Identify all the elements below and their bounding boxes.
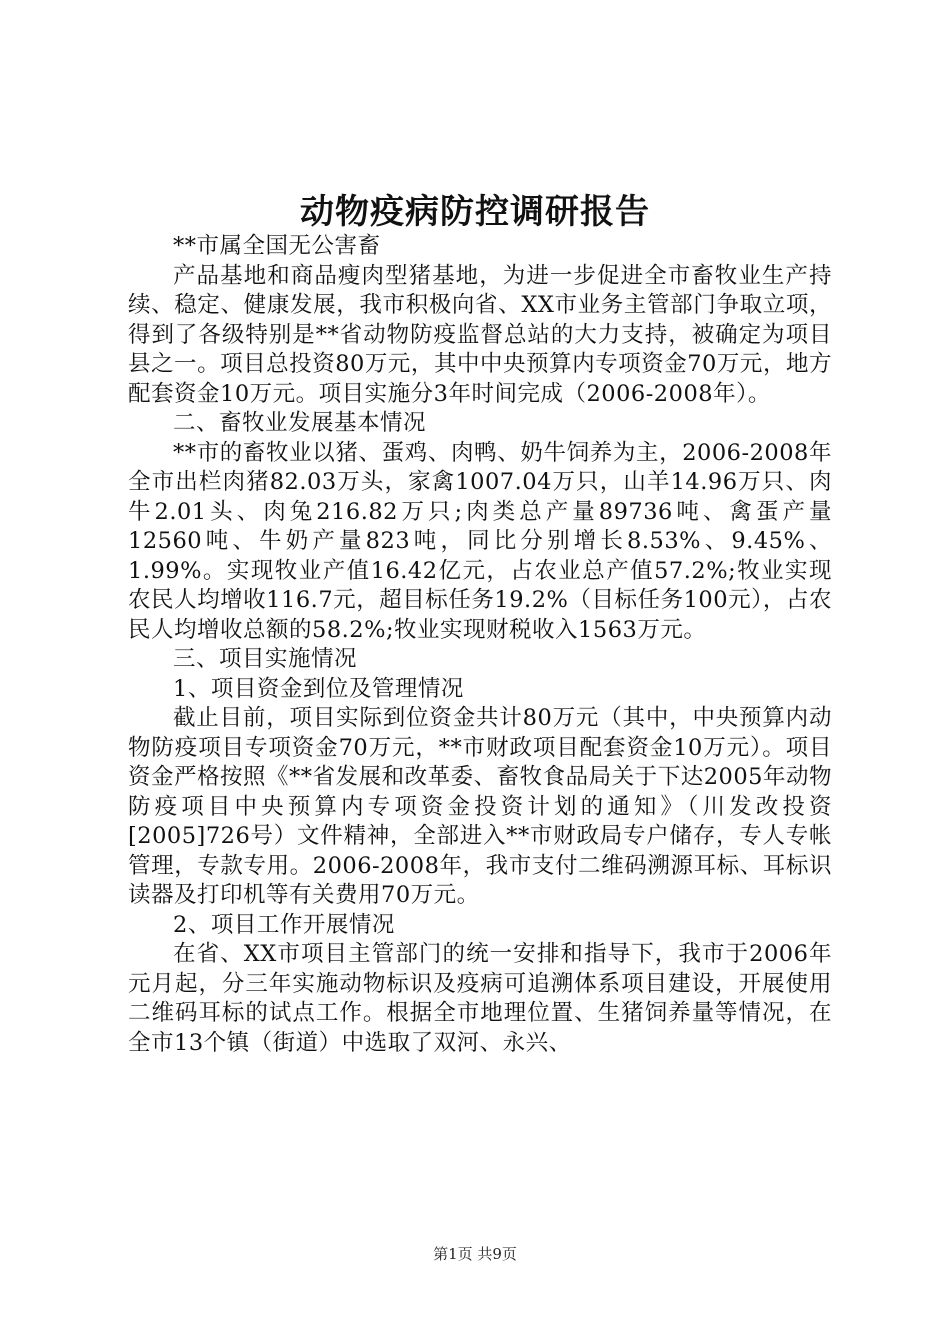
- page-number-footer: 第1页 共9页: [433, 1245, 517, 1263]
- paragraph-livestock-stats: **市的畜牧业以猪、蛋鸡、肉鸭、奶牛饲养为主，2006-2008年全市出栏肉猪82.03万头，家禽1007.04万只，山羊14.96万只、肉牛2.01头、肉兔216.82万只;肉类总产量89736吨、禽蛋产量12560吨、牛奶产量823吨，同比分别增长8.53%、9.45%、1.99%。实现牧业产值16.42亿元，占农业总产值57.2%;牧业实现农民人均增收116.7元，超目标任务19.2%（目标任务100元），占农民人均增收总额的58.2%;牧业实现财税收入1563万元。: [128, 439, 832, 643]
- section-heading-implementation: 三、项目实施情况: [173, 646, 358, 672]
- paragraph-intro-heading: **市属全国无公害畜: [173, 233, 381, 259]
- subsection-heading-work: 2、项目工作开展情况: [173, 911, 395, 938]
- paragraph-work: 在省、XX市项目主管部门的统一安排和指导下，我市于2006年元月起，分三年实施动物标识及疫病可追溯体系项目建设，开展使用二维码耳标的试点工作。根据全市地理位置、生猪饲养量等情况，在全市13个镇（街道）中选取了双河、永兴、: [128, 941, 832, 1056]
- document-body: [128, 232, 832, 1058]
- subsection-heading-funds: 1、项目资金到位及管理情况: [173, 675, 464, 702]
- paragraph-project-background: 产品基地和商品瘦肉型猪基地，为进一步促进全市畜牧业生产持续、稳定、健康发展，我市积极向省、XX市业务主管部门争取立项，得到了各级特别是**省动物防疫监督总站的大力支持，被确定为项目县之一。项目总投资80万元，其中中央预算内专项资金70万元，地方配套资金10万元。项目实施分3年时间完成（2006-2008年）。: [128, 262, 832, 407]
- paragraph-funds: 截止目前，项目实际到位资金共计80万元（其中，中央预算内动物防疫项目专项资金70万元，**市财政项目配套资金10万元）。项目资金严格按照《**省发展和改革委、畜牧食品局关于下达2005年动物防疫项目中央预算内专项资金投资计划的通知》（川发改投资[2005]726号）文件精神，全部进入**市财政局专户储存，专人专帐管理，专款专用。2006-2008年，我市支付二维码溯源耳标、耳标识读器及打印机等有关费用70万元。: [128, 705, 832, 908]
- section-heading-livestock: 二、畜牧业发展基本情况: [173, 410, 427, 436]
- page-title: 动物疫病防控调研报告: [300, 192, 650, 232]
